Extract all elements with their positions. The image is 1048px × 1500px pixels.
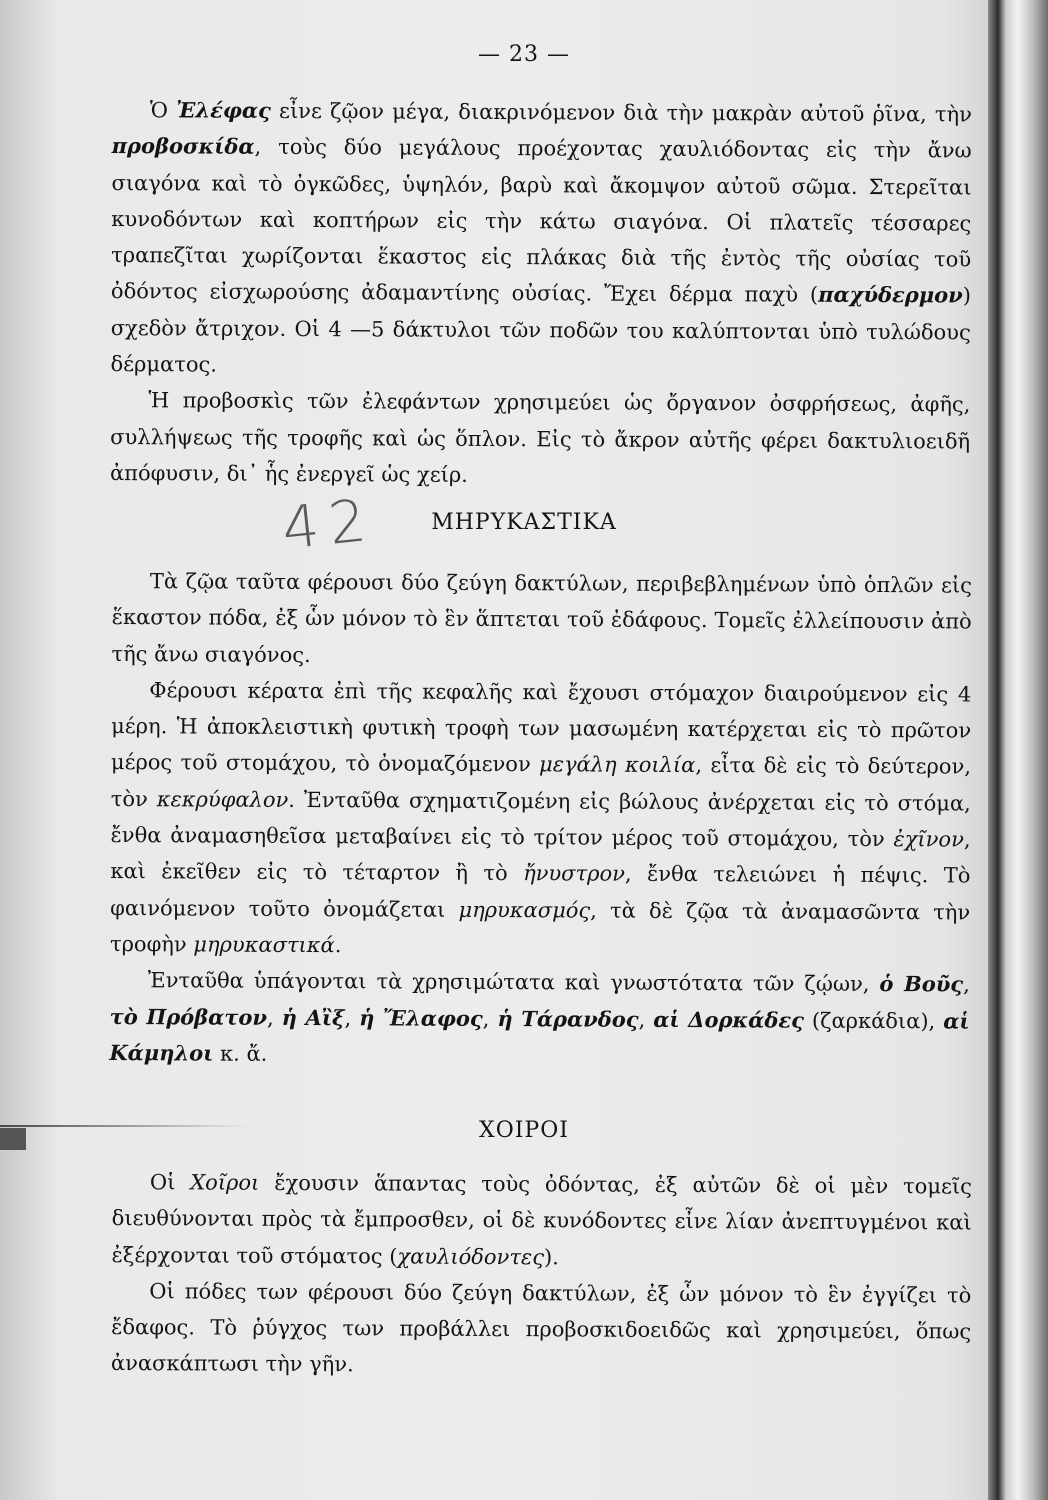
pigs-paragraph-2: Οἱ πόδες των φέρουσι δύο ζεύγη δακτύλων, ἐξ ὧν μόνον τὸ ἓν ἐγγίζει τὸ ἔδαφος. Τὸ ῥύγχος των προβάλλει προβοσκιδοειδῶς καὶ χρησιμεύει, ὅπως ἀνασκάπτωσι τὴν γῆν. [110,1279,972,1377]
elephant-paragraph-1: Ὁ Ἐλέφας εἶνε ζῷον μέγα, διακρινόμενον διὰ τὴν μακρὰν αὐτοῦ ῥῖνα, τὴν προβοσκίδα, τοὺς δύο μεγάλους προέχοντας χαυλιόδοντας εἰς τὴν ἄνω σιαγόνα καὶ τὸ ὀγκῶδες, ὑψηλόν, βαρὺ καὶ ἄκομψον αὐτοῦ σῶμα. Στερεῖται κυνοδόντων καὶ κοπτήρων εἰς τὴν κάτω σιαγόνα. Οἱ πλατεῖς τέσσαρες τραπεζῖται χωρίζονται ἕκαστος εἰς πλάκας διὰ τῆς ἐντὸς τῆς οὐσίας τοῦ ὀδόντος εἰσχωρούσης ἀδαμαντίνης οὐσίας. Ἔχει δέρμα παχὺ (παχύδερμον) σχεδὸν ἄτριχον. Οἱ 4 —5 δάκτυλοι τῶν ποδῶν του καλύπτονται ὑπὸ τυλώδους δέρματος. [110,97,972,377]
elephant-section [110,92,972,496]
ruminants-heading: ΜΗΡΥΚΑΣΤΙΚΑ [431,510,617,535]
ruminants-section [109,563,972,1076]
term-pachyderm: παχύδερμον [818,282,963,308]
term-proboscis: προβοσκίδα [111,133,255,160]
ruminants-paragraph-2: Φέρουσι κέρατα ἐπὶ τῆς κεφαλῆς καὶ ἔχουσι στόμαχον διαιρούμενον εἰς 4 μέρη. Ἡ ἀποκλειστικὴ φυτικὴ τροφὴ των μασωμένη κατέρχεται εἰς τὸ πρῶτον μέρος τοῦ στομάχου, τὸ ὀνομαζόμενον μεγάλη κοιλία, εἶτα δὲ εἰς τὸ δεύτερον, τὸν κεκρύφαλον. Ἐνταῦθα σχηματιζομένη εἰς βώλους ἀνέρχεται εἰς τὸ στόμα, ἔνθα ἀναμασηθεῖσα μεταβαίνει εἰς τὸ τρίτον μέρος τοῦ στομάχου, τὸν ἐχῖνον, καὶ ἐκεῖθεν εἰς τὸ τέταρτον ἢ τὸ ἤνυστρον, ἔνθα τελειώνει ἡ πέψις. Τὸ φαινόμενον τοῦτο ὀνομάζεται μηρυκασμός, τὰ δὲ ζῷα τὰ ἀναμασῶντα τὴν τροφὴν μηρυκαστικά. [109,678,972,958]
elephant-paragraph-2: Ἡ προβοσκὶς τῶν ἐλεφάντων χρησιμεύει ὡς ὄργανον ὀσφρήσεως, ἀφῆς, συλλήψεως τῆς τροφῆς καὶ ὡς ὅπλον. Εἰς τὸ ἄκρον αὐτῆς φέρει δακτυλιοειδῆ ἀπόφυσιν, δι᾿ ἧς ἐνεργεῖ ὡς χείρ. [109,388,971,487]
ruminants-paragraph-3: Ἐνταῦθα ὑπάγονται τὰ χρησιμώτατα καὶ γνωστότατα τῶν ζῴων, ὁ Βοῦς, τὸ Πρόβατον, ἡ Αἲξ, ἡ Ἔλαφος, ἡ Τάρανδος, αἱ Δορκάδες (ζαρκάδια), αἱ Κάμηλοι κ. ἄ. [109,968,970,1066]
ruminants-paragraph-1: Τὰ ζῷα ταῦτα φέρουσι δύο ζεύγη δακτύλων, περιβεβλημένων ὑπὸ ὁπλῶν εἰς ἕκαστον πόδα, ἐξ ὧν μόνον τὸ ἓν ἅπτεται τοῦ ἐδάφους. Τομεῖς ἐλλείπουσιν ἀπὸ τῆς ἄνω σιαγόνος. [111,569,972,667]
pigs-section [111,1164,972,1386]
book-spine [988,0,1048,1500]
pigs-paragraph-1: Οἱ Χοῖροι ἔχουσιν ἅπαντας τοὺς ὀδόντας, ἐξ αὐτῶν δὲ οἱ μὲν τομεῖς διευθύνονται πρὸς τὰ ἔμπροσθεν, οἱ δὲ κυνόδοντες εἶνε λίαν ἀνεπτυγμένοι καὶ ἐξέρχονται τοῦ στόματος (χαυλιόδοντες). [111,1170,972,1269]
pigs-heading: ΧΟΙΡΟΙ [479,1118,569,1143]
page-number: — 23 — [478,42,570,67]
term-elephant: Ἐλέφας [176,97,271,123]
handwritten-annotation: 42 [278,485,380,563]
